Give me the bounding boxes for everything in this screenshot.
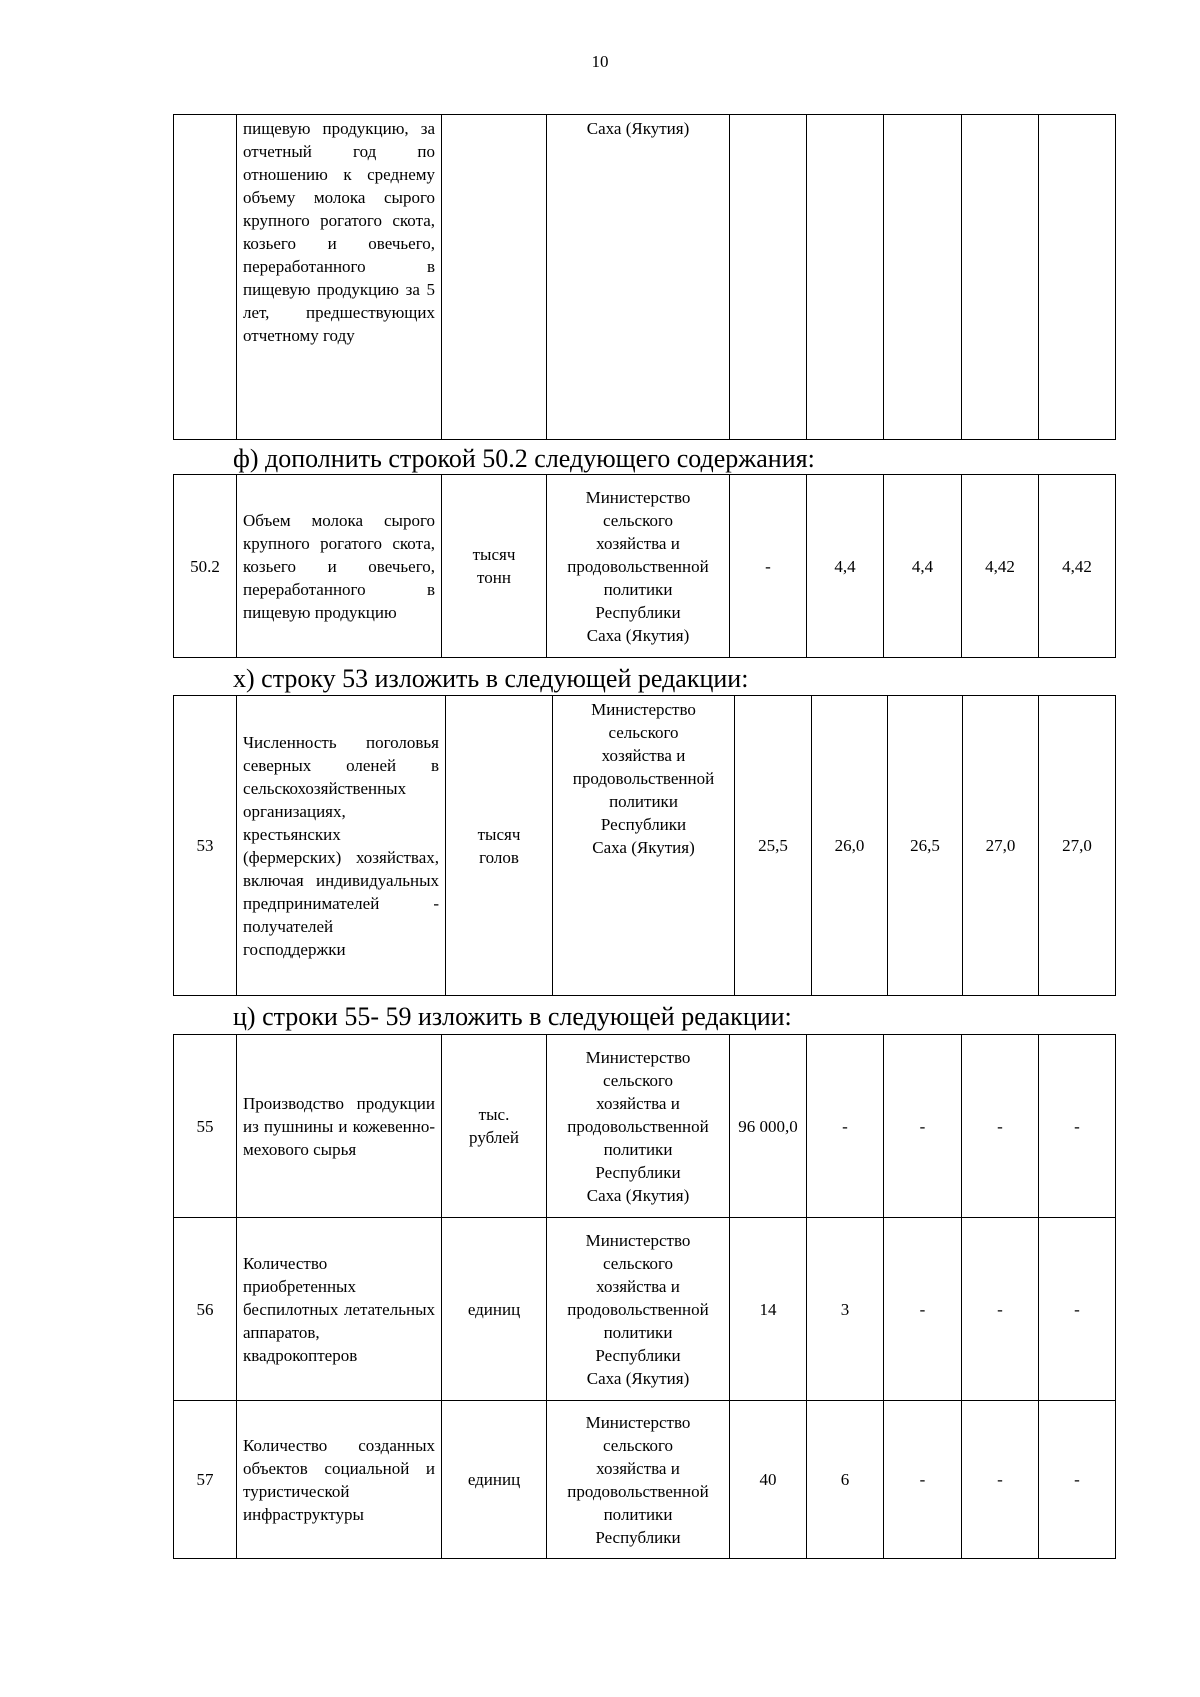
value-cell — [1039, 115, 1116, 440]
unit-cell: тысяч тонн — [442, 475, 547, 658]
continuation-table — [173, 114, 1116, 440]
value-cell — [730, 115, 807, 440]
responsible-cell: Министерство сельского хозяйства и продовольственной политики Республики Саха (Якутия) — [553, 696, 735, 996]
row-number: 55 — [174, 1035, 237, 1218]
section-heading-f: ф) дополнить строкой 50.2 следующего содержания: — [233, 444, 815, 473]
unit-cell: единиц — [442, 1401, 547, 1559]
value-cell: 26,0 — [812, 696, 888, 996]
table-row — [174, 1218, 1116, 1401]
unit-cell: тысяч голов — [446, 696, 553, 996]
num-cell — [174, 115, 237, 440]
value-cell: - — [962, 1401, 1039, 1559]
row-number: 50.2 — [174, 475, 237, 658]
table-row — [174, 1401, 1116, 1559]
row-50-2-table — [173, 474, 1116, 658]
value-cell — [884, 115, 962, 440]
value-cell: 14 — [730, 1218, 807, 1401]
indicator-name-cell: Объем молока сырого крупного рогатого скота, козьего и овечьего, переработанного в пищевую продукцию — [237, 475, 442, 658]
unit-cell — [442, 115, 547, 440]
indicator-name-cell: Количество созданных объектов социальной и туристической инфраструктуры — [237, 1401, 442, 1559]
responsible-cell: Министерство сельского хозяйства и продовольственной политики Республики Саха (Якутия) — [547, 1218, 730, 1401]
value-cell: 40 — [730, 1401, 807, 1559]
value-cell — [962, 115, 1039, 440]
value-cell: - — [962, 1218, 1039, 1401]
section-heading-h: х) строку 53 изложить в следующей редакции: — [233, 664, 749, 693]
unit-cell: единиц — [442, 1218, 547, 1401]
value-cell: - — [962, 1035, 1039, 1218]
value-cell: - — [884, 1401, 962, 1559]
indicator-name-cell: Производство продукции из пушнины и кожевенно-мехового сырья — [237, 1035, 442, 1218]
unit-cell: тыс. рублей — [442, 1035, 547, 1218]
value-cell: 4,4 — [884, 475, 962, 658]
value-cell — [807, 115, 884, 440]
value-cell: 3 — [807, 1218, 884, 1401]
value-cell: 96 000,0 — [730, 1035, 807, 1218]
table-row — [174, 1035, 1116, 1218]
responsible-cell: Министерство сельского хозяйства и продовольственной политики Республики — [547, 1401, 730, 1559]
indicator-name-cell: пищевую продукцию, за отчетный год по отношению к среднему объему молока сырого крупного рогатого скота, козьего и овечьего, переработанного в пищевую продукцию за 5 лет, предшествующих отчетному году — [237, 115, 442, 440]
responsible-cell: Министерство сельского хозяйства и продовольственной политики Республики Саха (Якутия) — [547, 475, 730, 658]
page-number: 10 — [591, 52, 609, 71]
table-row — [174, 696, 1116, 996]
value-cell: 26,5 — [888, 696, 963, 996]
value-cell: - — [1039, 1401, 1116, 1559]
value-cell: 25,5 — [735, 696, 812, 996]
value-cell: - — [1039, 1035, 1116, 1218]
indicator-name-cell: Количество приобретенных беспилотных летательных аппаратов, квадрокоптеров — [237, 1218, 442, 1401]
section-heading-c: ц) строки 55- 59 изложить в следующей редакции: — [233, 1002, 792, 1031]
row-number: 57 — [174, 1401, 237, 1559]
value-cell: 4,42 — [1039, 475, 1116, 658]
value-cell: - — [730, 475, 807, 658]
indicator-name-cell: Численность поголовья северных оленей в сельскохозяйственных организациях, крестьянских (фермерских) хозяйствах, включая индивидуальных предпринимателей - получателей господдержки — [237, 696, 446, 996]
responsible-cell: Саха (Якутия) — [547, 115, 730, 440]
value-cell: 6 — [807, 1401, 884, 1559]
row-number: 53 — [174, 696, 237, 996]
row-53-table — [173, 695, 1116, 996]
value-cell: - — [884, 1035, 962, 1218]
row-number: 56 — [174, 1218, 237, 1401]
value-cell: 27,0 — [1039, 696, 1116, 996]
table-row — [174, 475, 1116, 658]
value-cell: - — [884, 1218, 962, 1401]
table-row — [174, 115, 1116, 440]
responsible-cell: Министерство сельского хозяйства и продовольственной политики Республики Саха (Якутия) — [547, 1035, 730, 1218]
value-cell: 4,42 — [962, 475, 1039, 658]
value-cell: - — [1039, 1218, 1116, 1401]
value-cell: 27,0 — [963, 696, 1039, 996]
rows-55-59-table — [173, 1034, 1116, 1559]
value-cell: - — [807, 1035, 884, 1218]
value-cell: 4,4 — [807, 475, 884, 658]
